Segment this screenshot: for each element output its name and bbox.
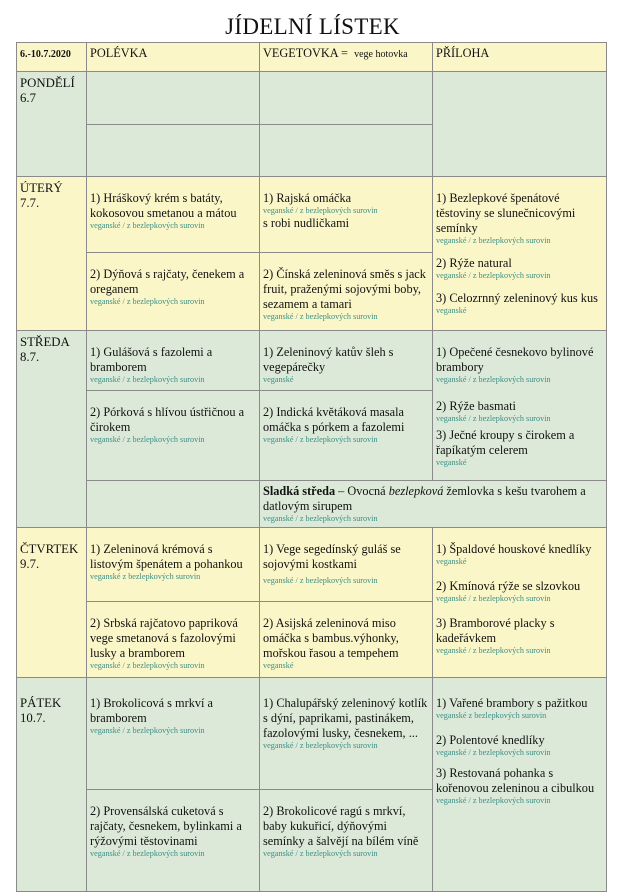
monday-vege-2 [260,124,433,177]
day-label-tuesday: ÚTERÝ 7.7. [17,177,87,331]
side-header: PŘÍLOHA [433,43,607,72]
thursday-vege-2: 2) Asijská zeleninová miso omáčka s bambus.výhonky, mořskou řasou a tempehem veganské [260,602,433,678]
thursday-side: 1) Špaldové houskové knedlíky veganské 2) Kmínová rýže se slzovkou veganské / z bezlepkových surovin 3) Bramborové placky s kadeřávkem veganské / z bezlepkových surovin [433,528,607,678]
monday-vege-1 [260,72,433,125]
header-row [17,43,607,72]
wednesday-side: 1) Opečené česnekovo bylinové brambory veganské / z bezlepkových surovin 2) Rýže basmati veganské / z bezlepkových surovin 3) Ječné kroupy s čirokem a řapíkatým celerem veganské [433,331,607,481]
day-row-monday [17,72,607,125]
wednesday-vege-1: 1) Zeleninový katův šleh s vegepárečky veganské [260,331,433,391]
wednesday-soup-1: 1) Gulášová s fazolemi a bramborem veganské / z bezlepkových surovin [87,331,260,391]
menu-table [16,42,607,892]
sweet-label: Sladká středa [263,484,336,498]
friday-vege-1: 1) Chalupářský zeleninový kotlík s dýní, paprikami, pastinákem, fazolovými lusky, česnekem, ... veganské / z bezlepkových surovin [260,678,433,790]
soup-header: POLÉVKA [87,43,260,72]
day-label-friday: PÁTEK 10.7. [17,678,87,892]
day-row-thursday [17,528,607,602]
friday-soup-2: 2) Provensálská cuketová s rajčaty, česnekem, bylinkami a rýžovými těstovinami veganské / z bezlepkových surovin [87,790,260,892]
monday-soup-2 [87,124,260,177]
tuesday-soup-1: 1) Hráškový krém s batáty, kokosovou smetanou a mátou veganské / z bezlepkových surovin [87,177,260,253]
tuesday-vege-2: 2) Čínská zeleninová směs s jack fruit, praženými sojovými boby, sezamem a tamari veganské / z bezlepkových surovin [260,253,433,331]
day-row-tuesday [17,177,607,253]
day-label-thursday: ČTVRTEK 9.7. [17,528,87,678]
day-label-wednesday: STŘEDA 8.7. [17,331,87,528]
tuesday-vege-1: 1) Rajská omáčka veganské / z bezlepkových surovin s robi nudličkami [260,177,433,253]
tuesday-soup-2: 2) Dýňová s rajčaty, čenekem a oreganem veganské / z bezlepkových surovin [87,253,260,331]
vege-header: VEGETOVKA = vege hotovka [260,43,433,72]
date-range-cell: 6.-10.7.2020 [17,43,87,72]
wednesday-vege-2: 2) Indická květáková masala omáčka s pórkem a fazolemi veganské / z bezlepkových surovin [260,391,433,481]
monday-side [433,72,607,177]
day-label-monday: PONDĚLÍ 6.7 [17,72,87,177]
wednesday-soup-2: 2) Pórková s hlívou ústřičnou a čirokem veganské / z bezlepkových surovin [87,391,260,481]
page-title: JÍDELNÍ LÍSTEK [225,14,400,39]
day-row-wednesday [17,331,607,391]
wednesday-sweet-empty [87,481,260,528]
monday-soup-1 [87,72,260,125]
tuesday-side: 1) Bezlepkové špenátové těstoviny se slunečnicovými semínky veganské / z bezlepkových surovin 2) Rýže natural veganské / z bezlepkových surovin 3) Celozrnný zeleninový kus kus veganské [433,177,607,331]
thursday-soup-2: 2) Srbská rajčatovo papriková vege smetanová s fazolovými lusky a bramborem veganské / z bezlepkových surovin [87,602,260,678]
wednesday-sweet: Sladká středa – Ovocná bezlepková žemlovka s kešu tvarohem a datlovým sirupem veganské / z bezlepkových surovin [260,481,607,528]
friday-vege-2: 2) Brokolicové ragú s mrkví, baby kukuřicí, dýňovými semínky a šalvějí na bílém víně veganské / z bezlepkových surovin [260,790,433,892]
friday-soup-1: 1) Brokolicová s mrkví a bramborem veganské / z bezlepkových surovin [87,678,260,790]
day-row-friday [17,678,607,790]
thursday-soup-1: 1) Zeleninová krémová s listovým špenátem a pohankou veganské z bezlepkových surovin [87,528,260,602]
friday-side: 1) Vařené brambory s pažitkou veganské z bezlepkových surovin 2) Polentové knedlíky veganské / z bezlepkových surovin 3) Restovaná pohanka s kořenovou zeleninou a cibulkou veganské / z bezlepkových surovin [433,678,607,892]
thursday-vege-1: 1) Vege segedínský guláš se sojovými kostkami veganské / z bezlepkových surovin [260,528,433,602]
